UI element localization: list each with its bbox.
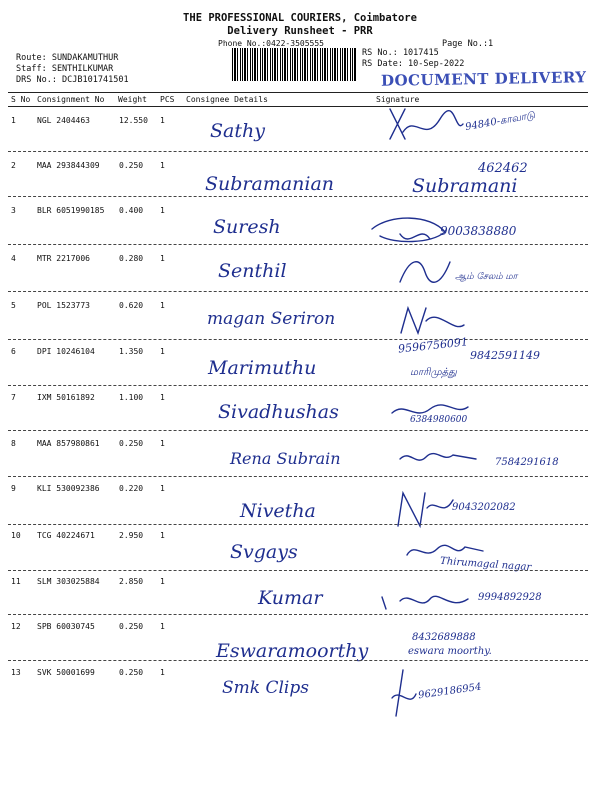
signature-note: 9043202082 xyxy=(452,502,516,513)
row-divider xyxy=(8,476,588,477)
row-divider xyxy=(8,524,588,525)
consignment-no: DPI 10246104 xyxy=(37,347,95,356)
row-divider xyxy=(8,244,588,245)
header-rule-bottom xyxy=(8,106,588,107)
sno: 12 xyxy=(11,622,21,631)
pcs: 1 xyxy=(160,668,165,677)
header-rule-top xyxy=(8,92,588,93)
sno: 1 xyxy=(11,116,16,125)
consignee-name: Kumar xyxy=(258,587,323,609)
pcs: 1 xyxy=(160,622,165,631)
sno: 13 xyxy=(11,668,21,677)
row-divider xyxy=(8,614,588,615)
sno: 5 xyxy=(11,301,16,310)
signature-scribble xyxy=(395,488,455,528)
sno: 2 xyxy=(11,161,16,170)
consignment-no: KLI 530092386 xyxy=(37,484,100,493)
signature-note: 9994892928 xyxy=(478,592,542,603)
signature-scribble xyxy=(385,104,465,149)
row-divider xyxy=(8,196,588,197)
sno: 8 xyxy=(11,439,16,448)
rs-number: RS No.: 1017415 xyxy=(362,48,439,58)
barcode xyxy=(232,48,356,81)
route: Route: SUNDAKAMUTHUR xyxy=(16,53,119,63)
pcs: 1 xyxy=(160,577,165,586)
signature-scribble xyxy=(398,303,468,339)
pcs: 1 xyxy=(160,206,165,215)
table-row xyxy=(0,484,600,529)
consignment-no: MAA 293844309 xyxy=(37,161,100,170)
pcs: 1 xyxy=(160,439,165,448)
signature-scribble xyxy=(380,591,470,611)
weight: 0.220 xyxy=(119,484,144,493)
signature-note: 94840-காவாடு xyxy=(464,109,536,134)
col-signature: Signature xyxy=(376,95,420,104)
signature-note: 8432689888 xyxy=(412,632,476,643)
consignment-no: IXM 50161892 xyxy=(37,393,95,402)
signature-note: 462462 xyxy=(478,161,528,176)
weight: 0.250 xyxy=(119,668,144,677)
consignee-name: Nivetha xyxy=(240,500,316,522)
pcs: 1 xyxy=(160,301,165,310)
row-divider xyxy=(8,430,588,431)
signature-scribble xyxy=(388,668,418,718)
pcs: 1 xyxy=(160,161,165,170)
weight: 0.250 xyxy=(119,622,144,631)
consignment-no: SLM 303025884 xyxy=(37,577,100,586)
weight: 2.850 xyxy=(119,577,144,586)
consignee-name: Smk Clips xyxy=(222,678,309,698)
consignment-no: POL 1523773 xyxy=(37,301,90,310)
phone-number: Phone No.:0422-3505555 xyxy=(218,39,324,48)
row-divider xyxy=(8,291,588,292)
consignment-no: NGL 2404463 xyxy=(37,116,90,125)
row-divider xyxy=(8,660,588,661)
col-sno: S No xyxy=(11,95,31,104)
weight: 2.950 xyxy=(119,531,144,540)
row-divider xyxy=(8,151,588,152)
col-consignee: Consignee Details xyxy=(186,95,268,104)
weight: 12.550 xyxy=(119,116,148,125)
consignment-no: BLR 6051990185 xyxy=(37,206,105,215)
consignee-name: Svgays xyxy=(230,541,298,563)
weight: 1.100 xyxy=(119,393,144,402)
sno: 4 xyxy=(11,254,16,263)
pcs: 1 xyxy=(160,531,165,540)
consignment-no: TCG 40224671 xyxy=(37,531,95,540)
consignment-no: SVK 50001699 xyxy=(37,668,95,677)
signature-note: ஆம் சேலம் மா xyxy=(455,272,518,282)
table-row xyxy=(0,109,600,161)
pcs: 1 xyxy=(160,254,165,263)
sno: 9 xyxy=(11,484,16,493)
pcs: 1 xyxy=(160,347,165,356)
consignment-no: SPB 60030745 xyxy=(37,622,95,631)
signature-note: 9003838880 xyxy=(440,224,517,238)
sno: 3 xyxy=(11,206,16,215)
sno: 6 xyxy=(11,347,16,356)
table-row xyxy=(0,393,600,438)
consignment-no: MAA 857980861 xyxy=(37,439,100,448)
table-row xyxy=(0,577,600,622)
table-row xyxy=(0,668,600,713)
sno: 10 xyxy=(11,531,21,540)
consignment-no: MTR 2217006 xyxy=(37,254,90,263)
table-row xyxy=(0,439,600,484)
col-pcs: PCS xyxy=(160,95,175,104)
table-row xyxy=(0,161,600,206)
weight: 0.280 xyxy=(119,254,144,263)
col-consignment: Consignment No xyxy=(37,95,105,104)
signature-scribble xyxy=(370,214,450,254)
signature-note: 7584291618 xyxy=(495,457,559,468)
pcs: 1 xyxy=(160,116,165,125)
consignee-name: Sathy xyxy=(210,120,265,142)
weight: 0.400 xyxy=(119,206,144,215)
table-row xyxy=(0,254,600,299)
consignee-name: Eswaramoorthy xyxy=(216,640,369,662)
signature-note: 6384980600 xyxy=(410,415,468,425)
consignee-name: Sivadhushas xyxy=(218,401,339,423)
weight: 0.250 xyxy=(119,161,144,170)
pcs: 1 xyxy=(160,484,165,493)
drs-number: DRS No.: DCJB101741501 xyxy=(16,75,129,85)
signature-scribble xyxy=(395,252,455,290)
consignee-name: Suresh xyxy=(213,216,281,238)
runsheet-subtitle: Delivery Runsheet - PRR xyxy=(227,25,373,37)
rs-date: RS Date: 10-Sep-2022 xyxy=(362,59,465,69)
sno: 7 xyxy=(11,393,16,402)
staff: Staff: SENTHILKUMAR xyxy=(16,64,114,74)
pcs: 1 xyxy=(160,393,165,402)
row-divider xyxy=(8,385,588,386)
document-delivery-stamp: DOCUMENT DELIVERY xyxy=(380,68,587,90)
signature-name: eswara moorthy. xyxy=(408,646,492,657)
weight: 0.620 xyxy=(119,301,144,310)
signature-name: மாரிமுத்து xyxy=(410,367,457,378)
consignee-name: Rena Subrain xyxy=(230,449,341,468)
col-weight: Weight xyxy=(118,95,147,104)
signature-note: Thirumagal nagar xyxy=(439,555,532,574)
signature-note: 9629186954 xyxy=(417,681,483,702)
weight: 1.350 xyxy=(119,347,144,356)
row-divider xyxy=(8,339,588,340)
signature-note: 9596756091 xyxy=(397,335,469,356)
consignee-name: Senthil xyxy=(218,260,287,282)
signature-note-2: 9842591149 xyxy=(470,349,540,362)
weight: 0.250 xyxy=(119,439,144,448)
signature-name: Subramani xyxy=(412,175,518,197)
sno: 11 xyxy=(11,577,21,586)
consignee-name: Subramanian xyxy=(205,173,335,195)
consignee-name: Marimuthu xyxy=(208,357,317,379)
consignee-name: magan Seriron xyxy=(207,309,336,329)
signature-scribble xyxy=(398,449,478,469)
runsheet-title: THE PROFESSIONAL COURIERS, Coimbatore xyxy=(183,12,417,24)
page-number: Page No.:1 xyxy=(442,39,494,49)
row-divider xyxy=(8,570,588,571)
